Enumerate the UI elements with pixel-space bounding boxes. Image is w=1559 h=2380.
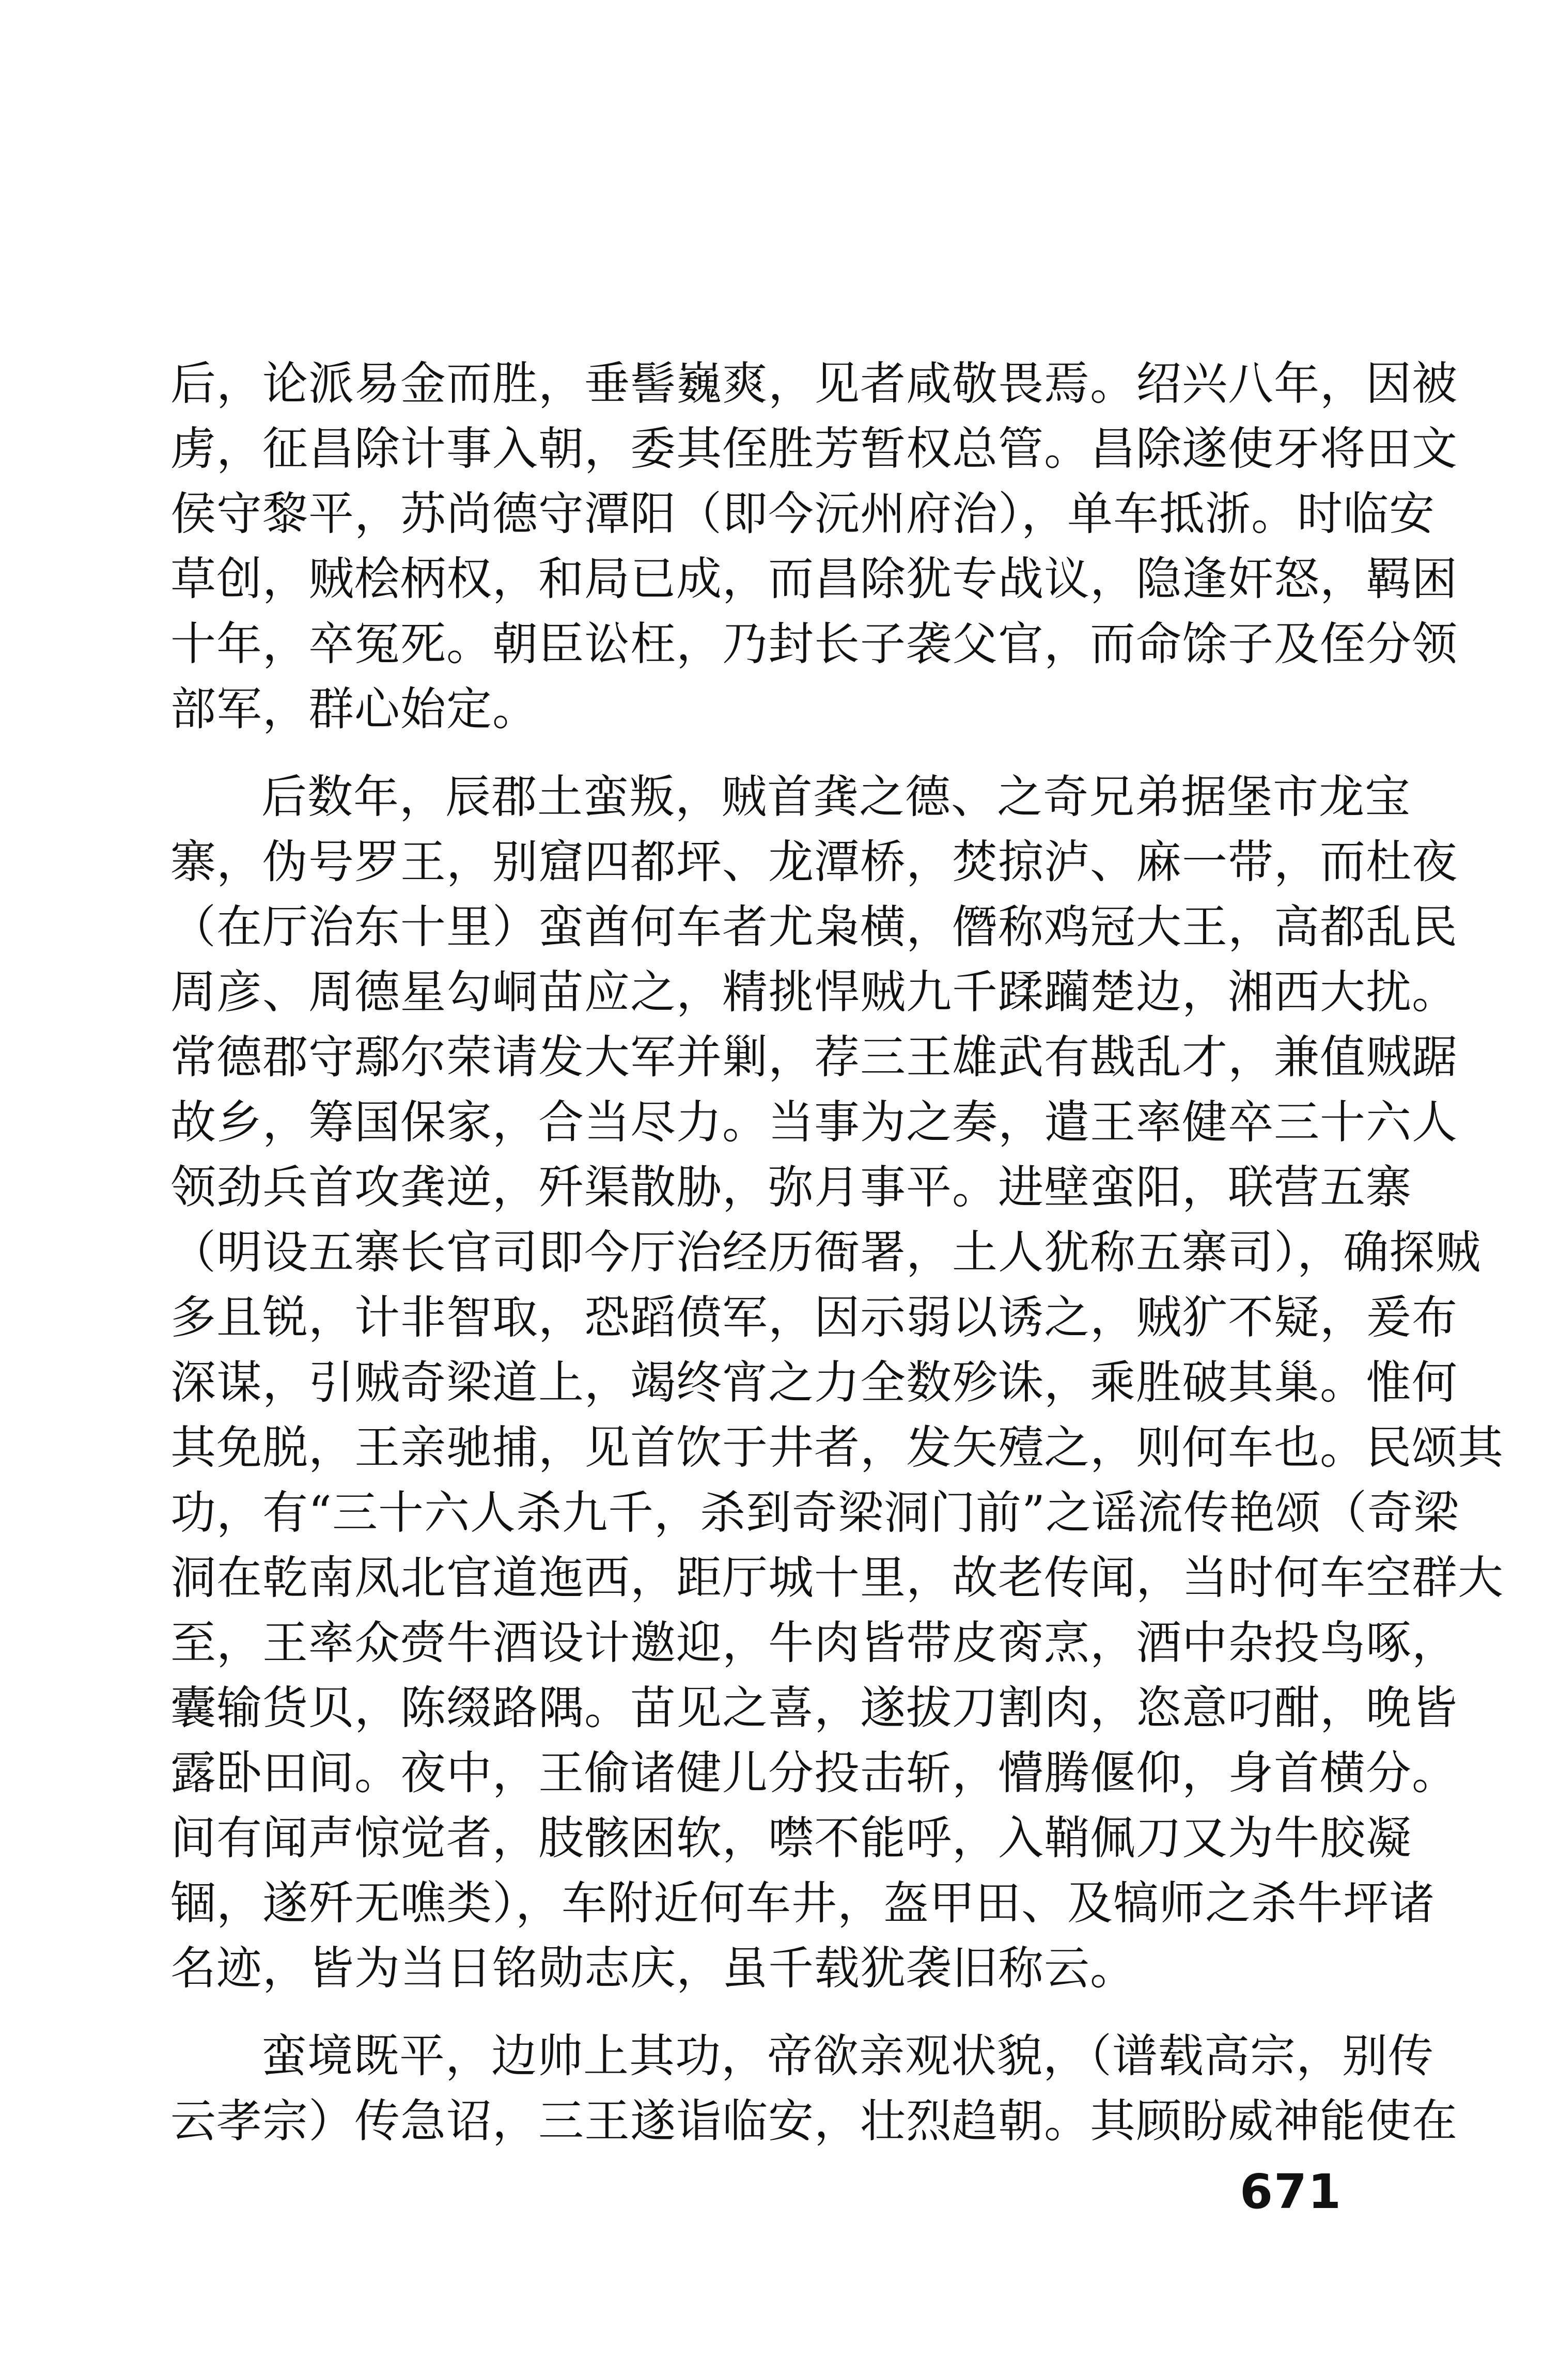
page-number: 671 <box>1240 2164 1343 2219</box>
text-line: 功，有“三十六人杀九千，杀到奇梁洞门前”之谣流传艳颂（奇梁 <box>170 1486 1459 1539</box>
text-line: （在厅治东十里）蛮酋何车者尤枭横，僭称鸡冠大王，高都乱民 <box>170 900 1458 953</box>
text-line: 深谋，引贼奇梁道上，竭终宵之力全数殄诛，乘胜破其巢。惟何 <box>170 1356 1458 1409</box>
text-line: 常德郡守鄢尔荣请发大军并剿，荐三王雄武有戡乱才，兼值贼踞 <box>170 1030 1458 1084</box>
text-line: 后数年，辰郡土蛮叛，贼首龚之德、之奇兄弟据堡市龙宝 <box>261 770 1411 823</box>
text-line: 其免脱，王亲驰捕，见首饮于井者，发矢殪之，则何车也。民颂其 <box>170 1421 1504 1474</box>
text-line: 草创，贼桧柄权，和局已成，而昌除犹专战议，隐逢奸怒，羁困 <box>170 552 1458 605</box>
text-line: 寨，伪号罗王，别窟四都坪、龙潭桥，焚掠泸、麻一带，而杜夜 <box>170 835 1458 888</box>
paragraph-3 <box>170 2024 1458 2154</box>
text-line: 洞在乾南凤北官道迤西，距厅城十里，故老传闻，当时何车空群大 <box>170 1551 1504 1604</box>
text-line: 部军，群心始定。 <box>170 682 539 735</box>
text-line: 虏，征昌除计事入朝，委其侄胜芳暂权总管。昌除遂使牙将田文 <box>170 422 1458 475</box>
text-line: 间有闻声惊觉者，肢骸困软，噤不能呼，入鞘佩刀又为牛胶凝 <box>170 1811 1412 1865</box>
text-line: （明设五寨长官司即今厅治经历衙署，土人犹称五寨司），确探贼 <box>170 1226 1482 1279</box>
body-text <box>170 351 1504 2154</box>
paragraph-2 <box>170 764 1504 2001</box>
text-line: 领劲兵首攻龚逆，歼渠散胁，弥月事平。进壁蛮阳，联营五寨 <box>170 1161 1412 1214</box>
text-line: 锢，遂歼无噍类），车附近何车井，盔甲田、及犒师之杀牛坪诸 <box>170 1876 1436 1930</box>
text-line: 露卧田间。夜中，王偷诸健儿分投击斩，懵腾偃仰，身首横分。 <box>170 1746 1458 1799</box>
text-line: 故乡，筹国保家，合当尽力。当事为之奏，遣王率健卒三十六人 <box>170 1095 1458 1149</box>
text-line: 多且锐，计非智取，恐蹈偾军，因示弱以诱之，贼犷不疑，爰布 <box>170 1291 1458 1344</box>
text-line: 侯守黎平，苏尚德守潭阳（即今沅州府治），单车抵浙。时临安 <box>170 487 1436 540</box>
text-line: 蛮境既平，边帅上其功，帝欲亲观状貌，（谱载高宗，别传 <box>261 2029 1435 2082</box>
text-line: 名迹，皆为当日铭勋志庆，虽千载犹袭旧称云。 <box>170 1941 1136 1995</box>
text-line: 囊输货贝，陈缀路隅。苗见之喜，遂拔刀割肉，恣意叼酣，晚皆 <box>170 1681 1458 1734</box>
text-line: 至，王率众赍牛酒设计邀迎，牛肉皆带皮脔烹，酒中杂投鸟啄， <box>170 1616 1458 1669</box>
text-line: 十年，卒冤死。朝臣讼枉，乃封长子袭父官，而命馀子及侄分领 <box>170 617 1458 670</box>
text-line: 后，论派易金而胜，垂髻巍爽，见者咸敬畏焉。绍兴八年，因被 <box>170 357 1458 410</box>
paragraph-1 <box>170 351 1458 742</box>
text-line: 云孝宗）传急诏，三王遂诣临安，壮烈趋朝。其顾盼威神能使在 <box>170 2094 1458 2148</box>
text-line: 周彦、周德星勾峒苗应之，精挑悍贼九千蹂躏楚边，湘西大扰。 <box>170 965 1458 1019</box>
